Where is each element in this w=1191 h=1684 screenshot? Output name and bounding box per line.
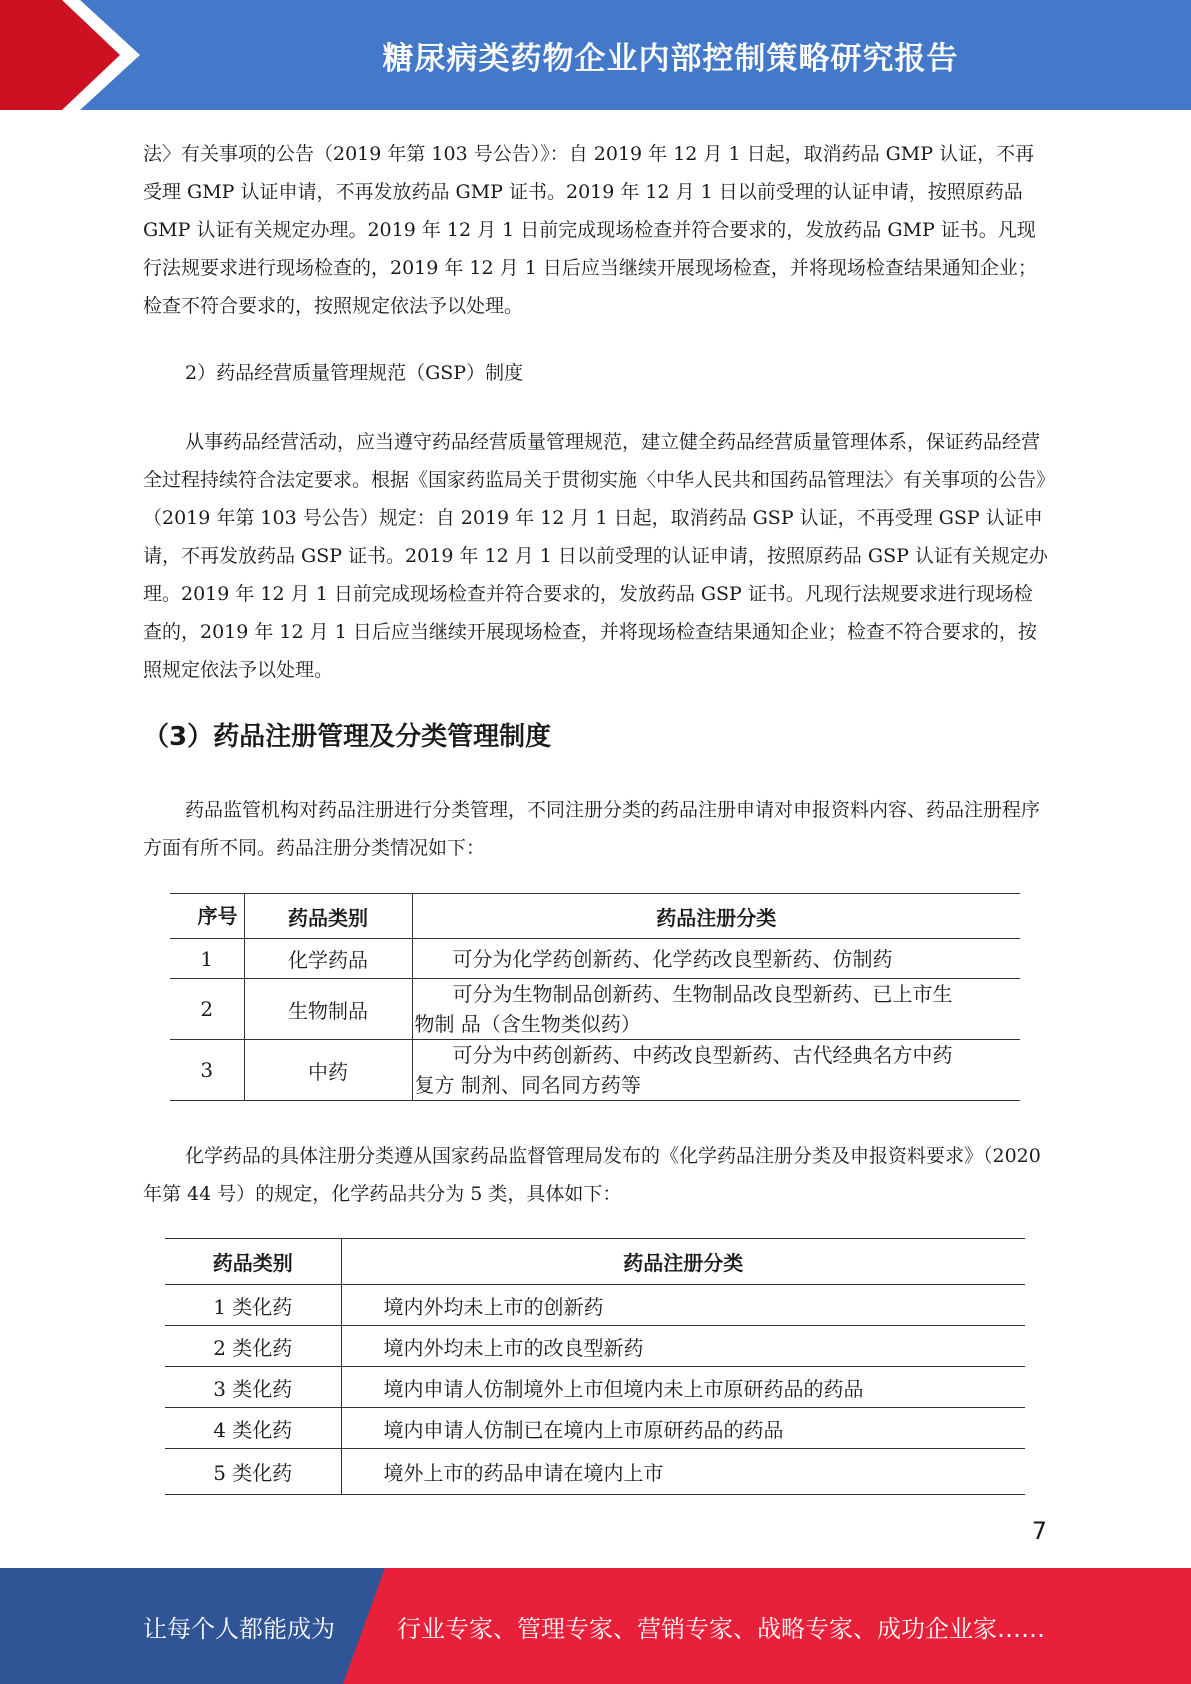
header-category: 药品类别 bbox=[165, 1239, 341, 1285]
page-footer bbox=[0, 1568, 1191, 1684]
table-row bbox=[170, 979, 1020, 1040]
row-category: 4 类化药 bbox=[165, 1408, 341, 1449]
table-row bbox=[165, 1449, 1025, 1495]
row-description: 境内申请人仿制境外上市但境内未上市原研药品的药品 bbox=[383, 1376, 864, 1401]
table-row bbox=[165, 1326, 1025, 1367]
row-description: 境外上市的药品申请在境内上市 bbox=[383, 1461, 664, 1485]
row-description: 可分为化学药创新药、化学药改良型新药、仿制药 bbox=[452, 946, 893, 971]
row-description: 可分为中药创新药、中药改良型新药、古代经典名方中药 复方 制剂、同名同方药等 bbox=[414, 1043, 953, 1097]
table-row bbox=[165, 1408, 1025, 1449]
row-category: 中药 bbox=[244, 1040, 412, 1101]
row-description: 境内申请人仿制已在境内上市原研药品的药品 bbox=[383, 1417, 784, 1442]
table-header-row bbox=[170, 894, 1020, 939]
row-category: 化学药品 bbox=[244, 939, 412, 979]
header-registration: 药品注册分类 bbox=[656, 905, 777, 930]
page-header bbox=[0, 0, 1191, 110]
table-row bbox=[170, 939, 1020, 979]
header-serial: 序号 bbox=[170, 894, 244, 939]
row-category: 2 类化药 bbox=[165, 1326, 341, 1367]
row-description: 境内外均未上市的改良型新药 bbox=[383, 1335, 644, 1360]
registration-category-table bbox=[170, 893, 1020, 1101]
section-title: （3）药品注册管理及分类管理制度 bbox=[143, 722, 552, 752]
row-category: 5 类化药 bbox=[165, 1449, 341, 1495]
paragraph-gsp: 从事药品经营活动，应当遵守药品经营质量管理规范，建立健全药品经营质量管理体系，保证药品经营全过程持续符合法定要求。根据《国家药监局关于贯彻实施〈中华人民共和国药品管理法〉有关事项的公告》（2019 年第 103 号公告）规定：自 2019 年 12 月 1 日起，取消药品 GSP 认证，不再受理 GSP 认证申请，不再发放药品 GSP 证书。2019 年 12 月 1 日以前受理的认证申请，按照原药品 GSP 认证有关规定办理。2019 年 12 月 1 日前完成现场检查并符合要求的，发放药品 GSP 证书。凡现行法规要求进行现场检查的，2019 年 12 月 1 日后应当继续开展现场检查，并将现场检查结果通知企业；检查不符合要求的，按照规定依法予以处理。 bbox=[143, 431, 1048, 681]
row-category: 3 类化药 bbox=[165, 1367, 341, 1408]
footer-slogan-left: 让每个人都能成为 bbox=[143, 1614, 335, 1643]
table-row bbox=[170, 1040, 1020, 1101]
row-category: 生物制品 bbox=[244, 979, 412, 1040]
header-title: 糖尿病类药物企业内部控制策略研究报告 bbox=[382, 40, 959, 77]
row-description: 可分为生物制品创新药、生物制品改良型新药、已上市生 物制 品（含生物类似药） bbox=[414, 982, 953, 1036]
chemical-drug-class-table bbox=[165, 1238, 1025, 1495]
page-number: 7 bbox=[1031, 1517, 1047, 1545]
paragraph-chemical-drugs: 化学药品的具体注册分类遵从国家药品监督管理局发布的《化学药品注册分类及申报资料要求》（2020 年第 44 号）的规定，化学药品共分为 5 类，具体如下： bbox=[143, 1145, 1041, 1205]
row-description: 境内外均未上市的创新药 bbox=[383, 1294, 604, 1319]
header-registration: 药品注册分类 bbox=[623, 1251, 744, 1275]
sub-heading-gsp: 2）药品经营质量管理规范（GSP）制度 bbox=[185, 362, 524, 384]
row-number: 3 bbox=[170, 1040, 244, 1101]
row-number: 1 bbox=[170, 939, 244, 979]
row-number: 2 bbox=[170, 979, 244, 1040]
row-category: 1 类化药 bbox=[165, 1285, 341, 1326]
paragraph-registration-intro: 药品监管机构对药品注册进行分类管理，不同注册分类的药品注册申请对申报资料内容、药品注册程序方面有所不同。药品注册分类情况如下： bbox=[143, 799, 1041, 859]
table-row bbox=[165, 1367, 1025, 1408]
table-header-row bbox=[165, 1239, 1025, 1285]
header-category: 药品类别 bbox=[244, 894, 412, 939]
table-row bbox=[165, 1285, 1025, 1326]
footer-slogan-right: 行业专家、管理专家、营销专家、战略专家、成功企业家…… bbox=[397, 1614, 1045, 1643]
paragraph-gmp: 法〉有关事项的公告（2019 年第 103 号公告）》：自 2019 年 12 月 1 日起，取消药品 GMP 认证，不再受理 GMP 认证申请，不再发放药品 GMP 证书。2019 年 12 月 1 日以前受理的认证申请，按照原药品 GMP 认证有关规定办理。2019 年 12 月 1 日前完成现场检查并符合要求的，发放药品 GMP 证书。凡现行法规要求进行现场检查的，2019 年 12 月 1 日后应当继续开展现场检查，并将现场检查结果通知企业；检查不符合要求的，按照规定依法予以处理。 bbox=[143, 143, 1037, 317]
